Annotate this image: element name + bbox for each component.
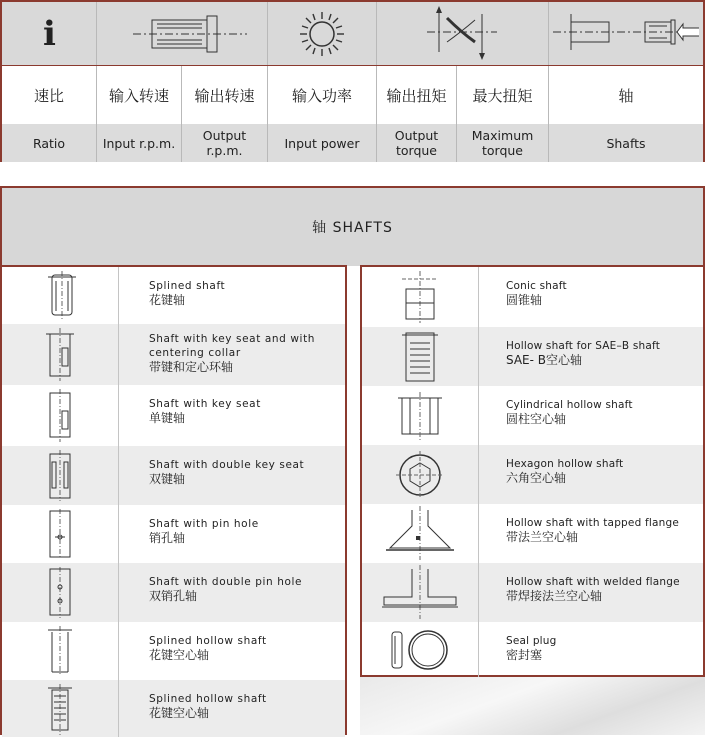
shafts-label-en: Shafts [549,124,703,162]
power-icon-cell [268,2,377,66]
list-item [2,385,345,446]
max-torque-label-zh: 最大扭矩 [457,66,549,124]
item-label-en: Cylindrical hollow shaft [506,399,633,411]
double-pin-hole-shaft-icon [2,563,119,622]
key-seat-shaft-icon [2,385,119,446]
list-item [2,267,345,324]
left-shaft-list [0,265,347,735]
rpm-icon-cell [97,2,268,66]
item-label-zh: 密封塞 [506,648,543,662]
shafts-label-zh: 轴 [549,66,703,124]
item-label-en: Hollow shaft with tapped flange [506,517,680,529]
item-label-en: Conic shaft [506,280,567,292]
sae-b-hollow-shaft-icon [362,327,479,386]
splined-shaft-icon [2,267,119,324]
item-label-en: Shaft with key seat and with centering collar [149,333,316,359]
input-power-label-zh: 输入功率 [268,66,377,124]
hexagon-hollow-shaft-icon [362,445,479,504]
conic-shaft-icon [362,267,479,327]
item-label-zh: 带键和定心环轴 [149,360,234,374]
background-decoration [360,677,705,735]
input-power-label-en: Input power [268,124,377,162]
splined-hollow-shaft-icon [2,622,119,680]
item-label-en: Hollow shaft for SAE–B shaft [506,340,661,352]
shaft-insert-icon [549,2,703,66]
item-label-en: Seal plug [506,635,557,647]
item-label-zh: 单键轴 [149,411,186,425]
seal-plug-icon [362,622,479,677]
item-label-en: Splined shaft [149,280,226,292]
item-label-zh: 带焊接法兰空心轴 [506,589,603,603]
item-label-en: Hollow shaft with welded flange [506,576,680,588]
list-item [2,505,345,563]
list-item [362,386,703,445]
legend-table [0,0,705,162]
item-label-zh: SAE- B空心轴 [506,353,583,367]
item-label-en: Splined hollow shaft [149,693,267,705]
item-label-en: Shaft with double pin hole [149,576,303,588]
shafts-title: 轴 SHAFTS [0,186,705,266]
item-label-en: Splined hollow shaft [149,635,267,647]
welded-flange-shaft-icon [362,563,479,622]
right-shaft-list [360,265,705,677]
output-rpm-label-en: Output r.p.m. [182,124,268,162]
list-item [362,504,703,563]
item-label-zh: 花键轴 [149,293,186,307]
output-torque-label-zh: 输出扭矩 [377,66,457,124]
torque-icon [377,2,549,66]
list-item [2,563,345,622]
max-torque-label-en: Maximum torque [457,124,549,162]
item-label-zh: 花键空心轴 [149,648,210,662]
shafts-icon-cell [549,2,703,66]
key-seat-collar-shaft-icon [2,324,119,385]
torque-icon-cell [377,2,549,66]
ratio-label-en: Ratio [2,124,97,162]
ratio-label-zh: 速比 [2,66,97,124]
list-item [362,622,703,677]
input-rpm-label-zh: 输入转速 [97,66,182,124]
item-label-zh: 六角空心轴 [506,471,567,485]
item-label-en: Shaft with pin hole [149,518,259,530]
input-rpm-label-en: Input r.p.m. [97,124,182,162]
power-sun-icon [268,2,377,66]
item-label-en: Shaft with double key seat [149,459,305,471]
list-item [2,680,345,737]
list-item [362,563,703,622]
item-label-zh: 双销孔轴 [149,589,198,603]
item-label-zh: 销孔轴 [149,531,186,545]
ratio-icon-cell [2,2,97,66]
pin-hole-shaft-icon [2,505,119,563]
output-rpm-label-zh: 输出转速 [182,66,268,124]
list-item [362,267,703,327]
tapped-flange-shaft-icon [362,504,479,563]
shaft-speed-icon [97,2,268,66]
output-torque-label-en: Output torque [377,124,457,162]
double-key-seat-shaft-icon [2,446,119,505]
item-label-zh: 花键空心轴 [149,706,210,720]
info-icon: i [43,14,56,54]
cylindrical-hollow-shaft-icon [362,386,479,445]
list-item [2,324,345,385]
splined-hollow-shaft-2-icon [2,680,119,737]
item-label-zh: 圆柱空心轴 [506,412,567,426]
list-item [362,445,703,504]
list-item [2,446,345,505]
item-label-en: Shaft with key seat [149,398,261,410]
item-label-zh: 带法兰空心轴 [506,530,579,544]
list-item [2,622,345,680]
list-item [362,327,703,386]
item-label-zh: 圆锥轴 [506,293,543,307]
item-label-zh: 双键轴 [149,472,186,486]
item-label-en: Hexagon hollow shaft [506,458,624,470]
